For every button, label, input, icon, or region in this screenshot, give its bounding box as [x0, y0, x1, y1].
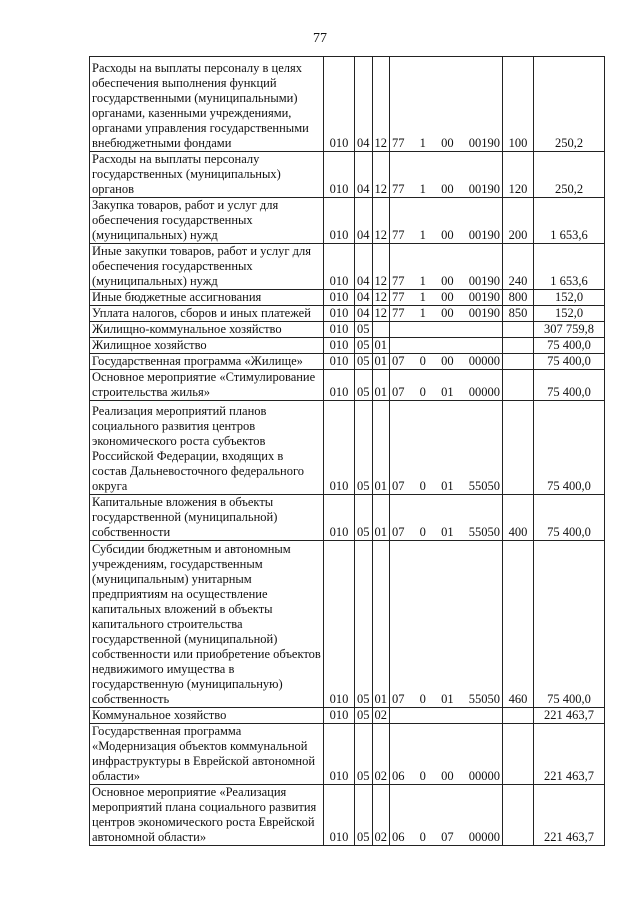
grbs-code-cell: 010 — [324, 370, 355, 401]
amount-cell: 221 463,7 — [534, 708, 605, 724]
item-name-cell: Уплата налогов, сборов и иных платежей — [90, 306, 324, 322]
expense-type-cell: 120 — [503, 152, 534, 198]
expense-type-cell — [503, 724, 534, 785]
grbs-code-cell: 010 — [324, 290, 355, 306]
target-article-cell — [390, 198, 503, 244]
amount-cell: 1 653,6 — [534, 244, 605, 290]
subsection-code-cell: 12 — [372, 57, 390, 152]
item-name-cell: Расходы на выплаты персоналу в целях обеспечения выполнения функций государственными (муниципальными) органами, казенными учреждениями, органами управления государственными внебюджетными фондами — [90, 57, 324, 152]
item-name-cell: Капитальные вложения в объекты государственной (муниципальной) собственности — [90, 495, 324, 541]
target-article-part: 1 — [419, 274, 426, 288]
item-name-cell: Основное мероприятие «Стимулирование строительства жилья» — [90, 370, 324, 401]
section-code-cell: 05 — [355, 322, 373, 338]
item-name-cell: Государственная программа «Модернизация объектов коммунальной инфраструктуры в Еврейской автономной области» — [90, 724, 324, 785]
target-article-part: 00190 — [468, 182, 500, 196]
target-article-part: 0 — [419, 830, 426, 844]
target-article-part: 00000 — [468, 769, 500, 783]
item-name-cell: Государственная программа «Жилище» — [90, 354, 324, 370]
target-article-part: 01 — [441, 692, 454, 706]
section-code-cell: 04 — [355, 306, 373, 322]
grbs-code-cell: 010 — [324, 785, 355, 846]
table-row — [90, 495, 605, 541]
target-article-part: 06 — [392, 830, 405, 844]
section-code-cell: 05 — [355, 495, 373, 541]
target-article-part: 07 — [392, 692, 405, 706]
target-article-part: 1 — [419, 182, 426, 196]
section-code-cell: 04 — [355, 57, 373, 152]
target-article-part: 00190 — [468, 228, 500, 242]
item-name-cell: Основное мероприятие «Реализация мероприятий плана социального развития центров экономического роста Еврейской автономной области» — [90, 785, 324, 846]
section-code-cell: 04 — [355, 244, 373, 290]
amount-cell: 75 400,0 — [534, 401, 605, 495]
target-article-cell — [390, 370, 503, 401]
grbs-code-cell: 010 — [324, 152, 355, 198]
target-article-part: 0 — [419, 385, 426, 399]
table-row — [90, 152, 605, 198]
section-code-cell: 04 — [355, 152, 373, 198]
target-article-part: 00 — [441, 228, 454, 242]
target-article-part: 77 — [392, 274, 405, 288]
target-article-part: 1 — [419, 136, 426, 150]
expense-type-cell — [503, 370, 534, 401]
subsection-code-cell: 12 — [372, 198, 390, 244]
section-code-cell: 04 — [355, 198, 373, 244]
amount-cell: 1 653,6 — [534, 198, 605, 244]
grbs-code-cell: 010 — [324, 57, 355, 152]
target-article-cell — [390, 724, 503, 785]
subsection-code-cell: 12 — [372, 290, 390, 306]
subsection-code-cell: 12 — [372, 306, 390, 322]
expense-type-cell — [503, 708, 534, 724]
target-article-cell — [390, 708, 503, 724]
table-row — [90, 244, 605, 290]
grbs-code-cell: 010 — [324, 198, 355, 244]
table-row — [90, 724, 605, 785]
expense-type-cell: 800 — [503, 290, 534, 306]
item-name-cell: Реализация мероприятий планов социального развития центров экономического роста субъектов Российской Федерации, входящих в состав Дальневосточного федерального округа — [90, 401, 324, 495]
target-article-part: 00000 — [468, 385, 500, 399]
item-name-cell: Расходы на выплаты персоналу государственных (муниципальных) органов — [90, 152, 324, 198]
item-name-cell: Коммунальное хозяйство — [90, 708, 324, 724]
subsection-code-cell: 01 — [372, 541, 390, 708]
expense-type-cell: 100 — [503, 57, 534, 152]
target-article-part: 00 — [441, 306, 454, 320]
budget-table — [89, 56, 605, 846]
target-article-part: 1 — [419, 228, 426, 242]
target-article-part: 77 — [392, 306, 405, 320]
amount-cell: 307 759,8 — [534, 322, 605, 338]
item-name-cell: Жилищно-коммунальное хозяйство — [90, 322, 324, 338]
target-article-part: 07 — [392, 354, 405, 368]
target-article-part: 77 — [392, 290, 405, 304]
target-article-cell — [390, 401, 503, 495]
subsection-code-cell — [372, 322, 390, 338]
subsection-code-cell: 01 — [372, 401, 390, 495]
target-article-part: 01 — [441, 385, 454, 399]
subsection-code-cell: 01 — [372, 338, 390, 354]
target-article-cell — [390, 495, 503, 541]
table-row — [90, 785, 605, 846]
table-row — [90, 338, 605, 354]
subsection-code-cell: 01 — [372, 354, 390, 370]
expense-type-cell: 200 — [503, 198, 534, 244]
target-article-cell — [390, 338, 503, 354]
table-row — [90, 57, 605, 152]
amount-cell: 250,2 — [534, 152, 605, 198]
expense-type-cell — [503, 354, 534, 370]
target-article-part: 77 — [392, 136, 405, 150]
section-code-cell: 05 — [355, 401, 373, 495]
section-code-cell: 05 — [355, 708, 373, 724]
target-article-part: 00 — [441, 274, 454, 288]
target-article-cell — [390, 322, 503, 338]
section-code-cell: 05 — [355, 370, 373, 401]
grbs-code-cell: 010 — [324, 708, 355, 724]
subsection-code-cell: 12 — [372, 152, 390, 198]
target-article-cell — [390, 541, 503, 708]
grbs-code-cell: 010 — [324, 401, 355, 495]
target-article-part: 77 — [392, 182, 405, 196]
target-article-part: 01 — [441, 525, 454, 539]
section-code-cell: 05 — [355, 724, 373, 785]
section-code-cell: 05 — [355, 354, 373, 370]
grbs-code-cell: 010 — [324, 541, 355, 708]
target-article-part: 00 — [441, 290, 454, 304]
grbs-code-cell: 010 — [324, 495, 355, 541]
expense-type-cell — [503, 401, 534, 495]
subsection-code-cell: 02 — [372, 708, 390, 724]
amount-cell: 250,2 — [534, 57, 605, 152]
target-article-part: 01 — [441, 479, 454, 493]
amount-cell: 75 400,0 — [534, 495, 605, 541]
grbs-code-cell: 010 — [324, 338, 355, 354]
grbs-code-cell: 010 — [324, 724, 355, 785]
target-article-cell — [390, 152, 503, 198]
amount-cell: 75 400,0 — [534, 354, 605, 370]
item-name-cell: Жилищное хозяйство — [90, 338, 324, 354]
target-article-part: 00190 — [468, 306, 500, 320]
subsection-code-cell: 12 — [372, 244, 390, 290]
page-number: 77 — [313, 31, 327, 46]
target-article-part: 55050 — [468, 479, 500, 493]
table-row — [90, 370, 605, 401]
expense-type-cell — [503, 338, 534, 354]
subsection-code-cell: 02 — [372, 724, 390, 785]
expense-type-cell: 240 — [503, 244, 534, 290]
target-article-part: 00 — [441, 182, 454, 196]
grbs-code-cell: 010 — [324, 354, 355, 370]
section-code-cell: 05 — [355, 338, 373, 354]
grbs-code-cell: 010 — [324, 322, 355, 338]
target-article-part: 00190 — [468, 290, 500, 304]
target-article-cell — [390, 306, 503, 322]
target-article-part: 07 — [392, 479, 405, 493]
target-article-part: 00190 — [468, 274, 500, 288]
amount-cell: 75 400,0 — [534, 541, 605, 708]
target-article-part: 55050 — [468, 692, 500, 706]
expense-type-cell — [503, 785, 534, 846]
table-row — [90, 708, 605, 724]
target-article-part: 00 — [441, 136, 454, 150]
amount-cell: 152,0 — [534, 290, 605, 306]
item-name-cell: Иные бюджетные ассигнования — [90, 290, 324, 306]
target-article-part: 77 — [392, 228, 405, 242]
expense-type-cell: 460 — [503, 541, 534, 708]
target-article-part: 00 — [441, 769, 454, 783]
target-article-part: 00000 — [468, 830, 500, 844]
target-article-part: 0 — [419, 354, 426, 368]
table-row — [90, 541, 605, 708]
table-row — [90, 290, 605, 306]
amount-cell: 75 400,0 — [534, 338, 605, 354]
table-row — [90, 322, 605, 338]
target-article-part: 06 — [392, 769, 405, 783]
table-row — [90, 354, 605, 370]
amount-cell: 221 463,7 — [534, 724, 605, 785]
subsection-code-cell: 02 — [372, 785, 390, 846]
target-article-cell — [390, 785, 503, 846]
target-article-part: 00000 — [468, 354, 500, 368]
amount-cell: 221 463,7 — [534, 785, 605, 846]
target-article-part: 1 — [419, 290, 426, 304]
target-article-part: 1 — [419, 306, 426, 320]
expense-type-cell — [503, 322, 534, 338]
subsection-code-cell: 01 — [372, 495, 390, 541]
target-article-cell — [390, 57, 503, 152]
target-article-part: 00 — [441, 354, 454, 368]
expense-type-cell: 400 — [503, 495, 534, 541]
target-article-part: 07 — [441, 830, 454, 844]
target-article-cell — [390, 244, 503, 290]
table-row — [90, 401, 605, 495]
target-article-cell — [390, 354, 503, 370]
expense-type-cell: 850 — [503, 306, 534, 322]
target-article-cell — [390, 290, 503, 306]
section-code-cell: 04 — [355, 290, 373, 306]
target-article-part: 0 — [419, 692, 426, 706]
item-name-cell: Иные закупки товаров, работ и услуг для обеспечения государственных (муниципальных) нужд — [90, 244, 324, 290]
target-article-part: 0 — [419, 525, 426, 539]
section-code-cell: 05 — [355, 541, 373, 708]
amount-cell: 75 400,0 — [534, 370, 605, 401]
amount-cell: 152,0 — [534, 306, 605, 322]
grbs-code-cell: 010 — [324, 244, 355, 290]
subsection-code-cell: 01 — [372, 370, 390, 401]
target-article-part: 07 — [392, 385, 405, 399]
target-article-part: 07 — [392, 525, 405, 539]
target-article-part: 00190 — [468, 136, 500, 150]
item-name-cell: Закупка товаров, работ и услуг для обеспечения государственных (муниципальных) нужд — [90, 198, 324, 244]
target-article-part: 0 — [419, 479, 426, 493]
target-article-part: 55050 — [468, 525, 500, 539]
grbs-code-cell: 010 — [324, 306, 355, 322]
section-code-cell: 05 — [355, 785, 373, 846]
table-row — [90, 198, 605, 244]
table-row — [90, 306, 605, 322]
item-name-cell: Субсидии бюджетным и автономным учреждениям, государственным (муниципальным) унитарным предприятиям на осуществление капитальных вложений в объекты капитального строительства государственной (муниципальной) собственности или приобретение объектов недвижимого имущества в государственную (муниципальную) собственность — [90, 541, 324, 708]
target-article-part: 0 — [419, 769, 426, 783]
